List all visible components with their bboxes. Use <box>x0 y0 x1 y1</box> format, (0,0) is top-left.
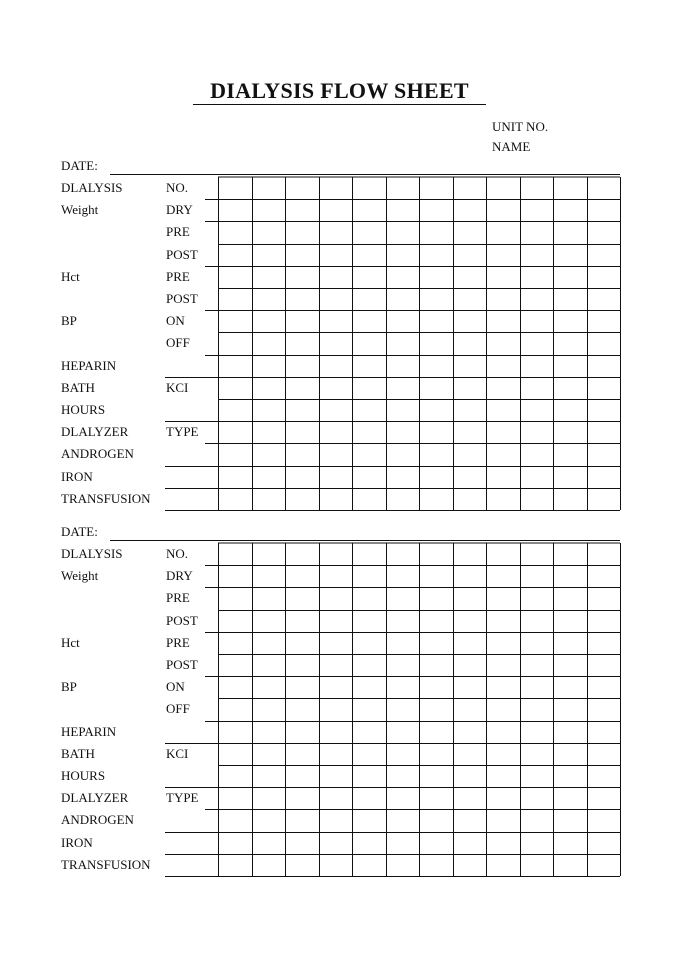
grid-cell[interactable] <box>487 810 519 830</box>
grid-cell[interactable] <box>521 788 553 808</box>
grid-cell[interactable] <box>554 633 586 653</box>
row-label: Weight <box>61 568 99 584</box>
grid-cell[interactable] <box>554 677 586 697</box>
row-label: DLALYZER <box>61 790 129 806</box>
grid-cell[interactable] <box>420 633 452 653</box>
grid-cell[interactable] <box>320 744 352 764</box>
grid-cell[interactable] <box>387 566 419 586</box>
grid-cell[interactable] <box>588 655 620 675</box>
grid-cell[interactable] <box>420 655 452 675</box>
grid-cell[interactable] <box>387 699 419 719</box>
grid-cell[interactable] <box>387 744 419 764</box>
grid-cell[interactable] <box>554 788 586 808</box>
grid-cell[interactable] <box>454 588 486 608</box>
grid-cell[interactable] <box>487 722 519 742</box>
grid-cell[interactable] <box>219 588 251 608</box>
row-label: BATH <box>61 745 95 761</box>
grid-cell[interactable] <box>487 544 519 564</box>
grid-cell[interactable] <box>286 588 318 608</box>
row-label: IRON <box>61 834 93 850</box>
row-sublabel: KCI <box>166 745 189 761</box>
grid-cell[interactable] <box>420 788 452 808</box>
grid-cell[interactable] <box>387 810 419 830</box>
grid-cell[interactable] <box>286 544 318 564</box>
grid-cell[interactable] <box>521 566 553 586</box>
grid-cell[interactable] <box>387 855 419 875</box>
grid-cell[interactable] <box>219 855 251 875</box>
grid-cell[interactable] <box>420 722 452 742</box>
grid-cell[interactable] <box>454 833 486 853</box>
grid-cell[interactable] <box>487 633 519 653</box>
grid-cell[interactable] <box>487 677 519 697</box>
row-label: BP <box>61 679 77 695</box>
row-sublabel: POST <box>166 657 198 672</box>
row-sublabel: POST <box>166 291 198 306</box>
grid-cell[interactable] <box>588 677 620 697</box>
grid-cell[interactable] <box>487 766 519 786</box>
grid-cell[interactable] <box>487 833 519 853</box>
grid-cell[interactable] <box>521 855 553 875</box>
grid-cell[interactable] <box>454 655 486 675</box>
grid-cell[interactable] <box>588 744 620 764</box>
grid-cell[interactable] <box>253 655 285 675</box>
grid-cell[interactable] <box>521 588 553 608</box>
grid-cell[interactable] <box>286 744 318 764</box>
grid-cell[interactable] <box>387 788 419 808</box>
grid-cell[interactable] <box>253 766 285 786</box>
grid-cell[interactable] <box>554 699 586 719</box>
grid-cell[interactable] <box>420 833 452 853</box>
grid-cell[interactable] <box>253 544 285 564</box>
grid-cell[interactable] <box>253 855 285 875</box>
grid-cell[interactable] <box>286 633 318 653</box>
grid-cell[interactable] <box>554 855 586 875</box>
grid-cell[interactable] <box>554 655 586 675</box>
grid-cell[interactable] <box>387 544 419 564</box>
grid-cell[interactable] <box>253 744 285 764</box>
grid-cell[interactable] <box>554 833 586 853</box>
row-sublabel: OFF <box>166 335 190 351</box>
grid-cell[interactable] <box>554 611 586 631</box>
grid-cell[interactable] <box>554 744 586 764</box>
grid-cell[interactable] <box>487 588 519 608</box>
grid-cell[interactable] <box>219 611 251 631</box>
row-sublabel: ON <box>166 313 185 329</box>
grid-cell[interactable] <box>253 788 285 808</box>
grid-cell[interactable] <box>521 677 553 697</box>
grid-cell[interactable] <box>387 766 419 786</box>
row-label: DLALYSIS <box>61 180 123 195</box>
row-sublabel: PRE <box>166 634 190 650</box>
grid-cell[interactable] <box>387 611 419 631</box>
row-sublabel: NO. <box>166 180 189 195</box>
row-sublabel: KCI <box>166 379 189 395</box>
grid-cell[interactable] <box>253 588 285 608</box>
grid-cell[interactable] <box>286 655 318 675</box>
grid-cell[interactable] <box>320 810 352 830</box>
grid-cell[interactable] <box>487 744 519 764</box>
grid-cell[interactable] <box>387 833 419 853</box>
grid-cell[interactable] <box>588 855 620 875</box>
grid-cell[interactable] <box>219 788 251 808</box>
grid-cell[interactable] <box>353 588 385 608</box>
grid-cell[interactable] <box>253 677 285 697</box>
grid-cell[interactable] <box>353 544 385 564</box>
grid-cell[interactable] <box>353 766 385 786</box>
row-sublabel: PRE <box>166 224 190 240</box>
grid-cell[interactable] <box>420 699 452 719</box>
grid-cell[interactable] <box>454 855 486 875</box>
grid-cell[interactable] <box>253 810 285 830</box>
grid-cell[interactable] <box>286 611 318 631</box>
grid-cell[interactable] <box>454 699 486 719</box>
grid-cell[interactable] <box>554 566 586 586</box>
row-sublabel: PRE <box>166 268 190 284</box>
date-label: DATE: <box>61 524 98 539</box>
row-sublabel: DRY <box>166 568 193 584</box>
grid-cell[interactable] <box>219 655 251 675</box>
name-label: NAME <box>492 139 531 154</box>
grid-cell[interactable] <box>219 744 251 764</box>
grid-cell[interactable] <box>320 611 352 631</box>
grid-cell[interactable] <box>588 699 620 719</box>
grid-cell[interactable] <box>454 677 486 697</box>
grid-cell[interactable] <box>387 677 419 697</box>
grid-cell[interactable] <box>353 855 385 875</box>
grid-cell[interactable] <box>286 810 318 830</box>
grid-cell[interactable] <box>353 633 385 653</box>
grid-cell[interactable] <box>353 788 385 808</box>
grid-cell[interactable] <box>353 611 385 631</box>
grid-cell[interactable] <box>588 566 620 586</box>
grid-cell[interactable] <box>253 699 285 719</box>
row-label: TRANSFUSION <box>61 856 151 872</box>
grid-cell[interactable] <box>253 611 285 631</box>
row-label: HEPARIN <box>61 723 117 739</box>
grid-cell[interactable] <box>521 611 553 631</box>
row-label: DLALYSIS <box>61 546 123 561</box>
unit-no-label: UNIT NO. <box>492 119 549 134</box>
grid-cell[interactable] <box>454 633 486 653</box>
grid-cell[interactable] <box>320 788 352 808</box>
grid-cell[interactable] <box>420 677 452 697</box>
grid-cell[interactable] <box>588 833 620 853</box>
grid-cell[interactable] <box>454 544 486 564</box>
row-sublabel: ON <box>166 679 185 695</box>
grid-cell[interactable] <box>253 633 285 653</box>
grid-cell[interactable] <box>420 766 452 786</box>
grid-cell[interactable] <box>420 744 452 764</box>
grid-cell[interactable] <box>219 633 251 653</box>
grid-cell[interactable] <box>219 544 251 564</box>
grid-cell[interactable] <box>387 633 419 653</box>
row-sublabel: NO. <box>166 546 189 561</box>
grid-cell[interactable] <box>521 766 553 786</box>
grid-cell[interactable] <box>554 544 586 564</box>
grid-cell[interactable] <box>487 611 519 631</box>
grid-cell[interactable] <box>286 766 318 786</box>
grid-cell[interactable] <box>454 810 486 830</box>
row-label: HEPARIN <box>61 357 117 373</box>
grid-cell[interactable] <box>320 677 352 697</box>
grid-cell[interactable] <box>454 744 486 764</box>
grid-cell[interactable] <box>521 544 553 564</box>
grid-cell[interactable] <box>320 855 352 875</box>
grid-cell[interactable] <box>253 566 285 586</box>
row-label: HOURS <box>61 768 106 783</box>
grid-cell[interactable] <box>353 699 385 719</box>
grid-cell[interactable] <box>219 833 251 853</box>
grid-cell[interactable] <box>588 611 620 631</box>
grid-cell[interactable] <box>588 788 620 808</box>
grid-cell[interactable] <box>219 699 251 719</box>
row-sublabel: TYPE <box>166 790 199 806</box>
grid-cell[interactable] <box>487 566 519 586</box>
grid-cell[interactable] <box>219 722 251 742</box>
row-label: Hct <box>61 634 80 650</box>
row-sublabel: PRE <box>166 590 190 606</box>
grid-cell[interactable] <box>554 810 586 830</box>
grid-cell[interactable] <box>521 633 553 653</box>
grid-cell[interactable] <box>454 566 486 586</box>
row-label: DLALYZER <box>61 424 129 440</box>
grid-cell[interactable] <box>320 766 352 786</box>
grid-cell[interactable] <box>353 744 385 764</box>
grid-cell[interactable] <box>219 766 251 786</box>
grid-cell[interactable] <box>286 677 318 697</box>
grid-cell[interactable] <box>320 633 352 653</box>
row-label: Weight <box>61 202 99 218</box>
grid-cell[interactable] <box>454 722 486 742</box>
grid-cell[interactable] <box>219 810 251 830</box>
row-label: BATH <box>61 379 95 395</box>
grid-cell[interactable] <box>554 722 586 742</box>
row-label: BP <box>61 313 77 329</box>
grid-cell[interactable] <box>286 699 318 719</box>
grid-cell[interactable] <box>320 588 352 608</box>
grid-cell[interactable] <box>286 788 318 808</box>
grid-cell[interactable] <box>521 655 553 675</box>
grid-cell[interactable] <box>487 855 519 875</box>
grid-cell[interactable] <box>420 855 452 875</box>
grid-cell[interactable] <box>353 677 385 697</box>
grid-cell[interactable] <box>253 833 285 853</box>
grid-cell[interactable] <box>588 766 620 786</box>
grid-cell[interactable] <box>588 810 620 830</box>
date-label: DATE: <box>61 158 98 173</box>
grid-cell[interactable] <box>420 810 452 830</box>
grid-cell[interactable] <box>286 833 318 853</box>
grid-cell[interactable] <box>420 566 452 586</box>
grid-cell[interactable] <box>219 566 251 586</box>
grid-cell[interactable] <box>420 611 452 631</box>
grid-cell[interactable] <box>454 788 486 808</box>
grid-cell[interactable] <box>487 699 519 719</box>
row-sublabel: OFF <box>166 701 190 717</box>
grid-cell[interactable] <box>521 744 553 764</box>
grid-cell[interactable] <box>387 655 419 675</box>
grid-cell[interactable] <box>286 855 318 875</box>
grid-cell[interactable] <box>554 766 586 786</box>
row-label: Hct <box>61 268 80 284</box>
grid-cell[interactable] <box>454 611 486 631</box>
grid-cell[interactable] <box>487 788 519 808</box>
grid-cell[interactable] <box>588 544 620 564</box>
grid-cell[interactable] <box>420 588 452 608</box>
grid-cell[interactable] <box>320 699 352 719</box>
grid-cell[interactable] <box>353 810 385 830</box>
grid-cell[interactable] <box>521 722 553 742</box>
grid-cell[interactable] <box>487 655 519 675</box>
grid-cell[interactable] <box>253 722 285 742</box>
grid-cell[interactable] <box>387 722 419 742</box>
grid-cell[interactable] <box>554 588 586 608</box>
grid-cell[interactable] <box>353 722 385 742</box>
grid-cell[interactable] <box>320 566 352 586</box>
grid-cell[interactable] <box>588 633 620 653</box>
grid-cell[interactable] <box>521 699 553 719</box>
row-sublabel: POST <box>166 612 198 628</box>
grid-cell[interactable] <box>454 766 486 786</box>
row-sublabel: POST <box>166 246 198 262</box>
row-label: HOURS <box>61 402 106 417</box>
row-label: TRANSFUSION <box>61 490 151 506</box>
grid-cell[interactable] <box>588 588 620 608</box>
row-label: ANDROGEN <box>61 812 134 828</box>
grid-cell[interactable] <box>286 566 318 586</box>
grid-cell[interactable] <box>521 833 553 853</box>
row-label: ANDROGEN <box>61 446 134 462</box>
grid-cell[interactable] <box>588 722 620 742</box>
grid-cell[interactable] <box>353 655 385 675</box>
grid-cell[interactable] <box>420 544 452 564</box>
grid-cell[interactable] <box>353 566 385 586</box>
row-sublabel: DRY <box>166 202 193 218</box>
grid-cell[interactable] <box>353 833 385 853</box>
grid-cell[interactable] <box>320 833 352 853</box>
grid-cell[interactable] <box>320 722 352 742</box>
grid-cell[interactable] <box>320 544 352 564</box>
row-label: IRON <box>61 468 93 484</box>
grid-cell[interactable] <box>387 588 419 608</box>
grid-cell[interactable] <box>521 810 553 830</box>
row-sublabel: TYPE <box>166 424 199 440</box>
page-title: DIALYSIS FLOW SHEET <box>193 78 486 105</box>
grid-cell[interactable] <box>286 722 318 742</box>
grid-cell[interactable] <box>219 677 251 697</box>
grid-cell[interactable] <box>320 655 352 675</box>
